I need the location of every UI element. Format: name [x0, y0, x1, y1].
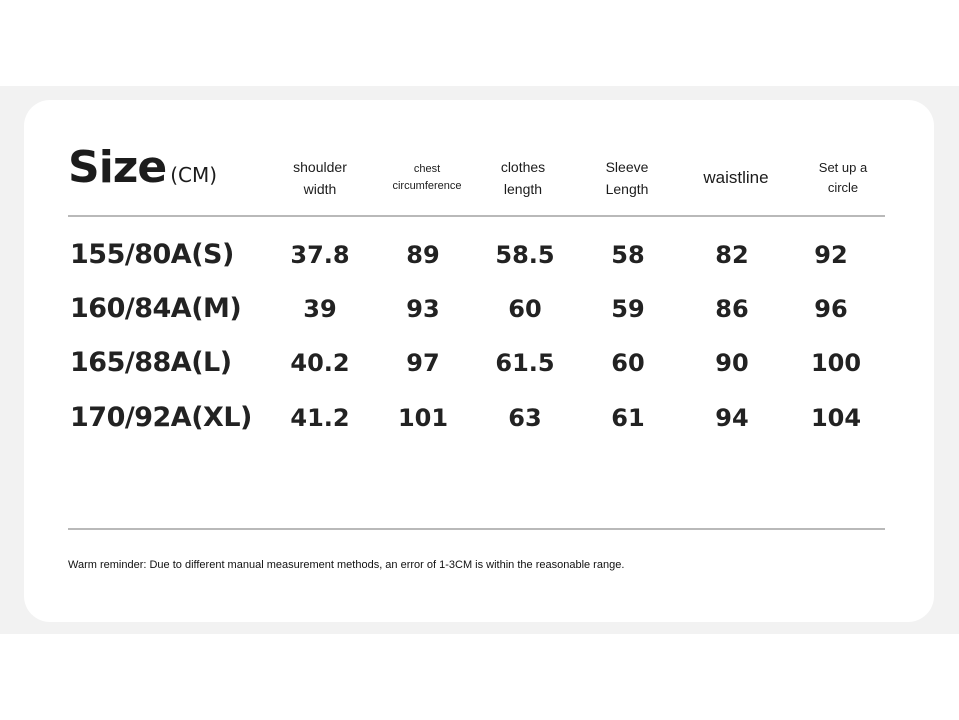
column-header-chest-circumference: chest circumference: [392, 163, 462, 192]
column-header-sleeve-length: Sleeve Length: [605, 159, 649, 197]
table-cell: 97: [406, 349, 440, 377]
table-row: [0, 235, 959, 275]
table-cell: 40.2: [290, 349, 350, 377]
table-cell: 60: [508, 295, 542, 323]
table-cell: 82: [715, 241, 749, 269]
table-cell: 104: [810, 404, 862, 432]
size-label: 160/84A(M): [70, 293, 242, 324]
table-cell: 93: [406, 295, 440, 323]
table-cell: 37.8: [290, 241, 350, 269]
size-label: 170/92A(XL): [70, 402, 252, 433]
size-label: 155/80A(S): [70, 239, 234, 270]
column-header-shoulder-width: shoulder width: [293, 159, 347, 197]
header-divider: [68, 215, 885, 217]
chart-title: [68, 142, 217, 198]
title-unit: (CM): [170, 163, 218, 187]
table-cell: 58: [611, 241, 645, 269]
size-label: 165/88A(L): [70, 347, 232, 378]
table-row: [0, 398, 959, 438]
table-cell: 101: [397, 404, 449, 432]
table-cell: 100: [810, 349, 862, 377]
table-cell: 61: [611, 404, 645, 432]
table-cell: 58.5: [495, 241, 555, 269]
column-header-clothes-length: clothes length: [500, 159, 546, 197]
table-cell: 92: [814, 241, 848, 269]
footer-divider: [68, 528, 885, 530]
table-cell: 90: [715, 349, 749, 377]
warm-reminder-note: Warm reminder: Due to different manual measurement methods, an error of 1-3CM is within the reasonable range.: [68, 559, 625, 571]
table-row: [0, 343, 959, 383]
table-cell: 86: [715, 295, 749, 323]
table-cell: 59: [611, 295, 645, 323]
table-cell: 94: [715, 404, 749, 432]
table-cell: 61.5: [495, 349, 555, 377]
table-cell: 96: [814, 295, 848, 323]
column-header-waistline: waistline: [703, 168, 769, 187]
table-row: [0, 289, 959, 329]
table-cell: 89: [406, 241, 440, 269]
title-size: Size: [68, 142, 167, 193]
table-cell: 39: [303, 295, 337, 323]
table-cell: 63: [508, 404, 542, 432]
table-cell: 41.2: [290, 404, 350, 432]
table-cell: 60: [611, 349, 645, 377]
column-header-set-up-a-circle: Set up a circle: [818, 160, 868, 195]
